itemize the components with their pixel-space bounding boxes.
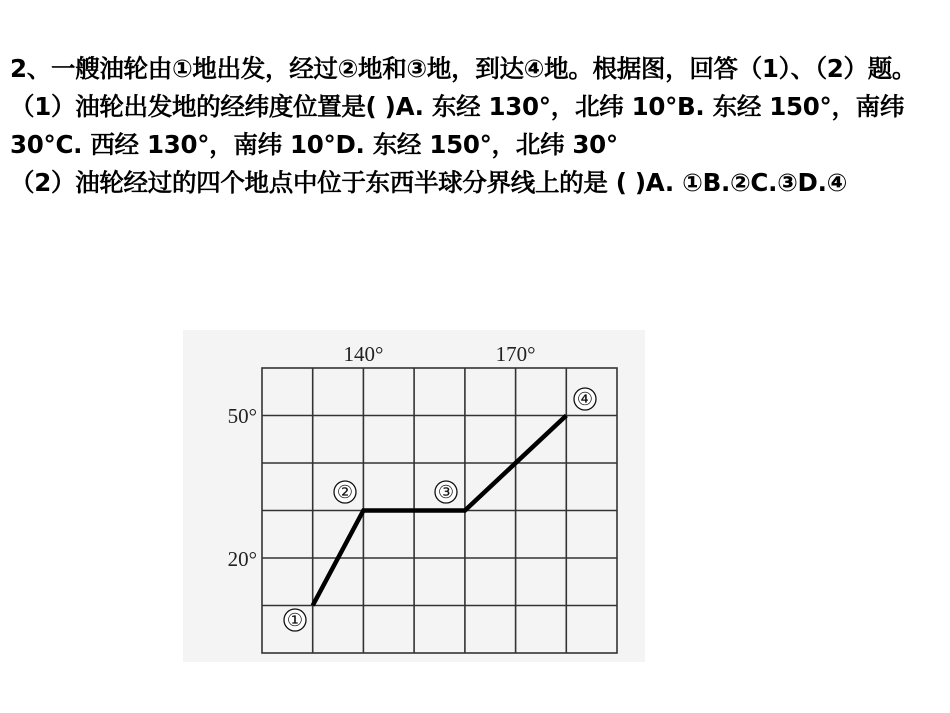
question-part-2: （2）油轮经过的四个地点中位于东西半球分界线上的是 ( )A. ①B.②C.③D.④ (10, 168, 848, 197)
point-marker-2 (334, 481, 356, 503)
route-map-svg (183, 330, 645, 662)
point-label-1: ① (286, 610, 304, 630)
question-part-1: （1）油轮出发地的经纬度位置是( )A. 东经 130°，北纬 10°B. 东经 150°，南纬 30°C. 西经 130°，南纬 10°D. 东经 150°，北纬 30° (10, 92, 905, 159)
point-marker-1 (284, 609, 306, 631)
question-text (10, 50, 935, 202)
point-label-2: ② (336, 482, 354, 502)
point-marker-3 (435, 481, 457, 503)
question-intro: 2、一艘油轮由①地出发，经过②地和③地，到达④地。根据图，回答（1）、（2）题。 (10, 54, 917, 83)
point-label-3: ③ (437, 482, 455, 502)
lon-label-140: 140° (343, 342, 384, 366)
point-label-4: ④ (576, 389, 594, 409)
lat-label-50: 50° (227, 404, 257, 428)
point-marker-4 (574, 388, 596, 410)
lat-label-20: 20° (227, 547, 257, 571)
lon-label-170: 170° (495, 342, 536, 366)
route-map-figure (183, 330, 645, 662)
